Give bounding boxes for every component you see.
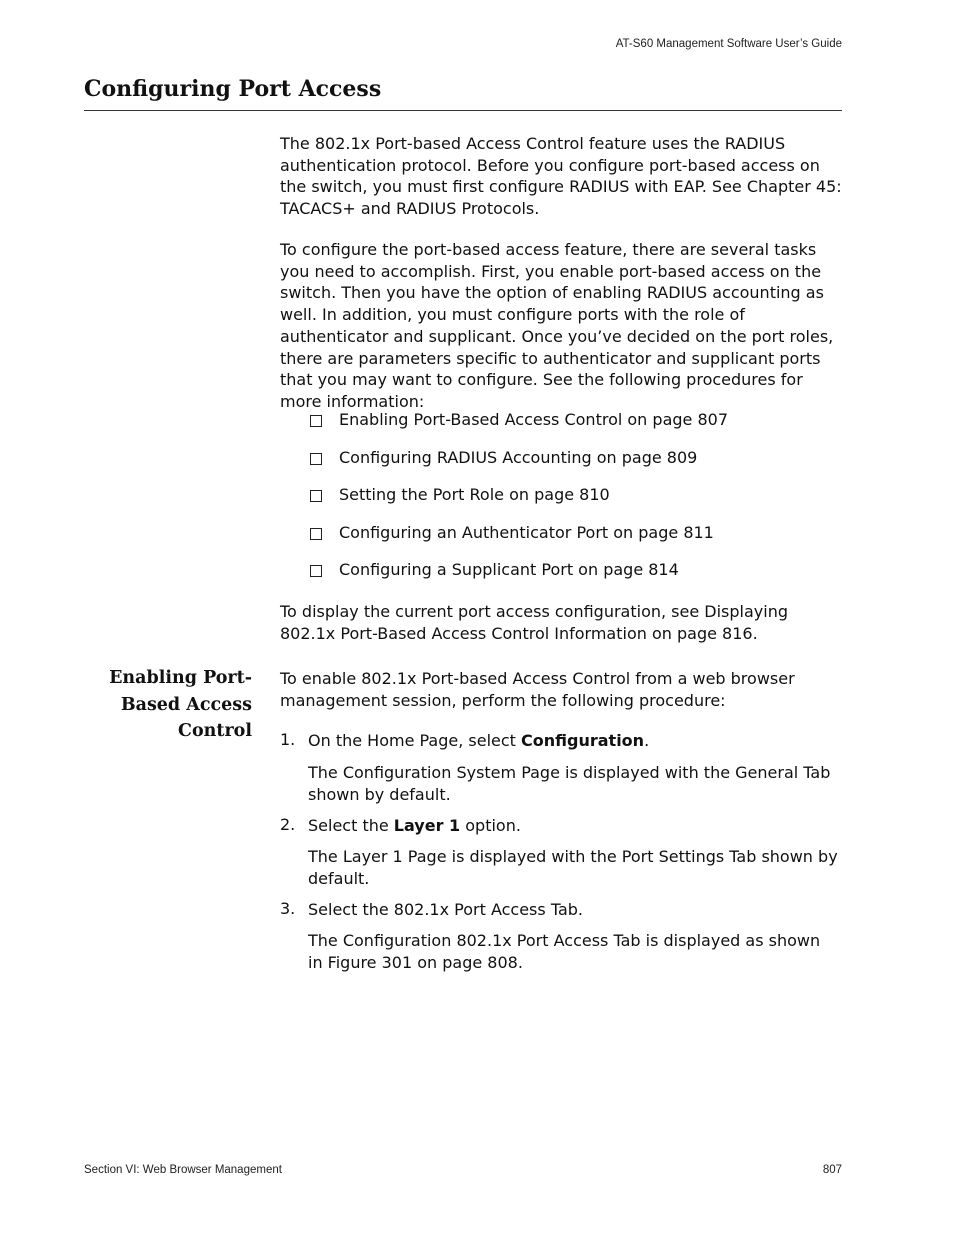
checkbox-bullet-icon	[310, 415, 322, 427]
step-number: 1.	[280, 730, 296, 749]
task-item[interactable]	[308, 560, 679, 579]
running-header: AT-S60 Management Software User’s Guide	[615, 38, 842, 50]
paragraph-procedure-intro: To enable 802.1x Port-based Access Control from a web browser management session, perform the following procedure:	[280, 669, 795, 710]
task-item[interactable]	[308, 523, 714, 542]
procedure-intro	[280, 668, 845, 711]
page-number: 807	[822, 1164, 842, 1176]
step-text-part: .	[644, 731, 650, 750]
checkbox-bullet-icon	[310, 453, 322, 465]
subsection-heading	[84, 665, 252, 745]
tasks-paragraph	[280, 239, 845, 413]
footer-section-label: Section VI: Web Browser Management	[84, 1164, 282, 1176]
subsection-heading-line: Enabling Port-	[109, 668, 252, 688]
step-result: The Layer 1 Page is displayed with the Port Settings Tab shown by default.	[308, 847, 838, 888]
task-link[interactable]: Configuring an Authenticator Port on page 811	[339, 523, 714, 542]
task-link[interactable]: Setting the Port Role on page 810	[339, 485, 610, 504]
task-item[interactable]	[308, 410, 728, 429]
intro-paragraph	[280, 133, 845, 220]
subsection-heading-line: Control	[178, 721, 252, 741]
checkbox-bullet-icon	[310, 490, 322, 502]
step-instruction: Select the 802.1x Port Access Tab.	[308, 900, 583, 919]
step-result: The Configuration 802.1x Port Access Tab is displayed as shown in Figure 301 on page 808.	[308, 931, 821, 972]
checkbox-bullet-icon	[310, 565, 322, 577]
task-link[interactable]: Configuring RADIUS Accounting on page 809	[339, 448, 698, 467]
title-divider	[84, 110, 842, 111]
step-ui-term: Configuration	[521, 731, 645, 750]
paragraph-tasks: To configure the port-based access feature, there are several tasks you need to accomplish. First, you enable port-based access on the switch. Then you have the option of enabling RADIUS accounting as well. In addition, you must configure ports with the role of authenticator and supplicant. Once you’ve decided on the port roles, there are parameters specific to authenticator and supplicant ports that you may want to configure. See the following procedures for more information:	[280, 240, 834, 411]
step-number: 2.	[280, 815, 296, 834]
step-number: 3.	[280, 899, 296, 918]
task-link[interactable]: Enabling Port-Based Access Control on page 807	[339, 410, 728, 429]
subsection-heading-line: Based Access	[120, 694, 252, 715]
task-link[interactable]: Configuring a Supplicant Port on page 814	[339, 560, 679, 579]
task-item[interactable]	[308, 448, 697, 467]
task-item[interactable]	[308, 485, 610, 504]
step-text-part: Select the	[308, 816, 394, 835]
step-text-part: option.	[460, 816, 521, 835]
page-title: Configuring Port Access	[84, 76, 382, 102]
paragraph-display: To display the current port access configuration, see Displaying 802.1x Port-Based Access Control Information on page 816.	[280, 602, 788, 643]
step-instruction	[308, 815, 838, 837]
step-text-part: On the Home Page, select	[308, 731, 522, 750]
paragraph-radius: The 802.1x Port-based Access Control feature uses the RADIUS authentication protocol. Before you configure port-based access on the switch, you must first configure RADIUS with EAP. See Chapter 45: TACACS+ and RADIUS Protocols.	[280, 134, 842, 219]
closing-paragraph	[280, 601, 845, 644]
checkbox-bullet-icon	[310, 528, 322, 540]
step-ui-term: Layer 1	[393, 816, 461, 835]
step-result: The Configuration System Page is displayed with the General Tab shown by default.	[308, 763, 831, 804]
step-instruction	[308, 730, 838, 752]
